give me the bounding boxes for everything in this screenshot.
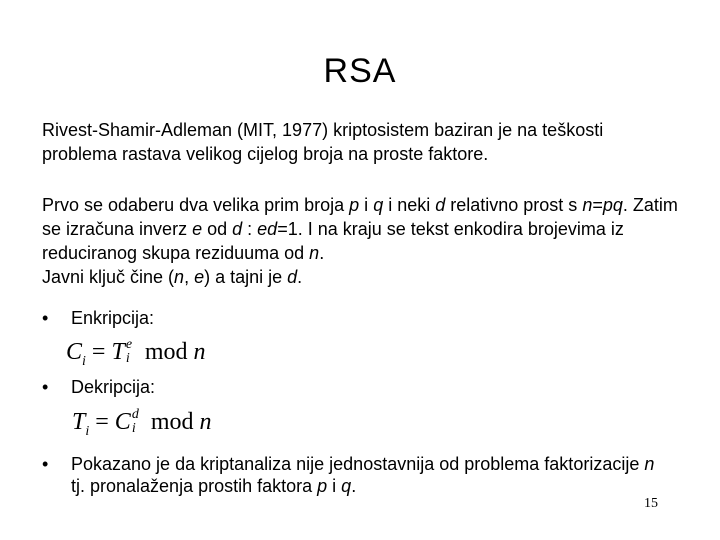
decryption-formula: $T_i = C$ d i mod n [72, 407, 212, 439]
description-paragraph: Prvo se odaberu dva velika prim broja p i q i neki d relativno prost s n=pq. Zatim se izračuna inverz e od d : ed=1. I na kraju se tekst enkodira brojevima iz reduciranog skupa reziduuma od n. Javni ključ čine (n, e) a tajni je d. [42, 195, 678, 287]
encryption-formula: $C_i = T$ e i mod n [66, 337, 206, 369]
page-number: 15 [644, 496, 658, 511]
cryptanalysis-note-text: Pokazano je da kriptanaliza nije jednostavnija od problema faktorizacije n tj. pronalaženja prostih faktora p i q. [71, 454, 655, 496]
bullet-marker: • [42, 377, 49, 397]
intro-paragraph: Rivest-Shamir-Adleman (MIT, 1977) kriptosistem baziran je na teškosti problema rastava velikog cijelog broja na proste faktore. [42, 120, 604, 164]
bullet-marker: • [42, 308, 49, 328]
bullet-marker: • [42, 454, 49, 474]
decryption-label: Dekripcija: [71, 377, 156, 397]
encryption-label: Enkripcija: [71, 308, 155, 328]
slide-title: RSA [323, 52, 397, 90]
